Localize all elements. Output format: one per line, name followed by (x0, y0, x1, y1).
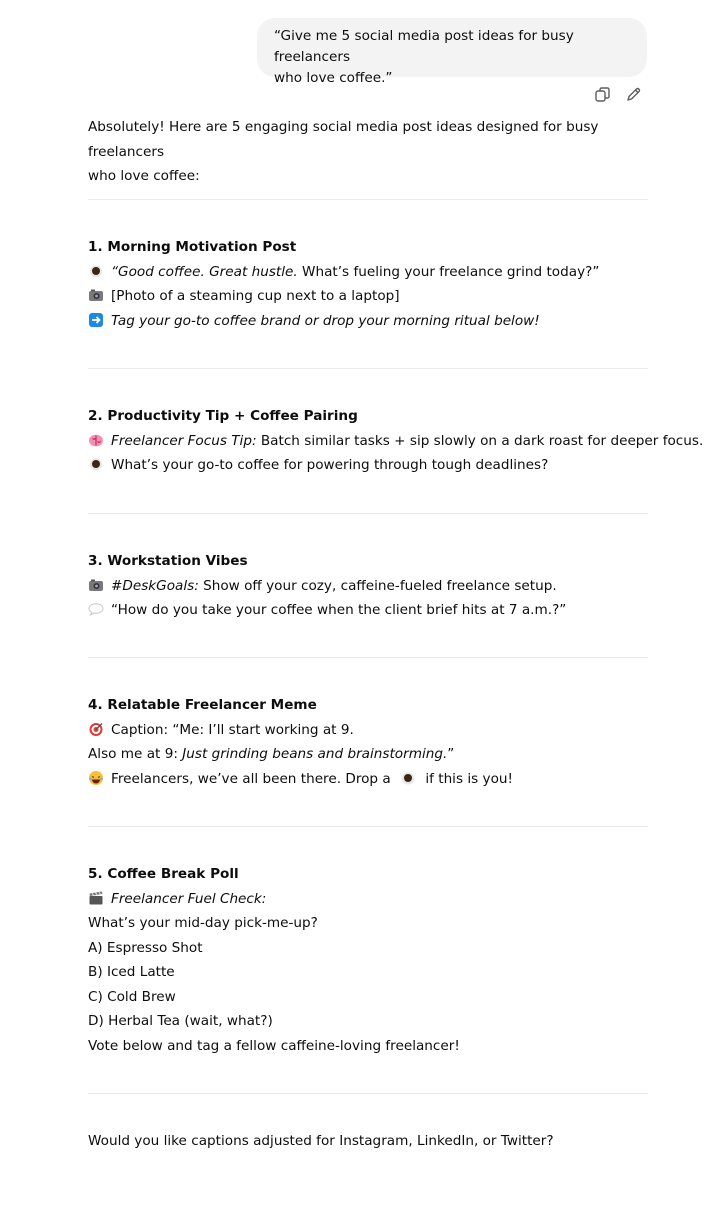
section-line: “Good coffee. Great hustle. What’s fueling your freelance grind today?” (88, 260, 648, 285)
intro-line: who love coffee: (88, 168, 200, 184)
section-line: Caption: “Me: I’ll start working at 9. (88, 718, 648, 743)
post-idea-1 (88, 235, 648, 333)
poll-option: D) Herbal Tea (wait, what?) (88, 1013, 273, 1029)
post-idea-3 (88, 549, 648, 623)
divider (88, 657, 648, 658)
section-line: #DeskGoals: Show off your cozy, caffeine-fueled freelance setup. (88, 574, 648, 599)
post-idea-5 (88, 862, 648, 1058)
section-line: What’s your mid-day pick-me-up? (88, 915, 318, 931)
section-line: [Photo of a steaming cup next to a laptop] (88, 284, 648, 309)
intro-line: Absolutely! Here are 5 engaging social media post ideas designed for busy freelancers (88, 119, 599, 160)
post-idea-4 (88, 693, 648, 794)
poll-option: B) Iced Latte (88, 964, 175, 980)
clapperboard-icon (88, 890, 104, 906)
section-title: 2. Productivity Tip + Coffee Pairing (88, 408, 358, 424)
coffee-icon (88, 263, 104, 279)
divider (88, 368, 648, 369)
user-message-bubble (257, 18, 647, 86)
brain-icon (88, 432, 104, 448)
poll-option: C) Cold Brew (88, 988, 176, 1005)
poll-option: A) Espresso Shot (88, 939, 203, 956)
section-title: 5. Coffee Break Poll (88, 866, 239, 882)
coffee-icon (400, 770, 416, 795)
section-line: Freelancer Fuel Check: (88, 887, 648, 912)
divider (88, 826, 648, 827)
section-line: Freelancers, we’ve all been there. Drop a if this is you! (88, 767, 648, 795)
coffee-icon (88, 456, 104, 472)
section-line: Tag your go-to coffee brand or drop your morning ritual below! (88, 309, 648, 334)
user-message-line: who love coffee.” (274, 70, 393, 86)
right-arrow-icon (88, 312, 104, 328)
camera-icon (88, 577, 104, 593)
assistant-intro (88, 115, 648, 189)
camera-icon (88, 287, 104, 303)
section-line: Also me at 9: Just grinding beans and brainstorming.” (88, 746, 455, 762)
laughing-face-icon (88, 770, 104, 786)
divider (88, 199, 648, 200)
section-line: “How do you take your coffee when the client brief hits at 7 a.m.?” (88, 598, 648, 623)
section-title: 4. Relatable Freelancer Meme (88, 697, 317, 713)
section-title: 1. Morning Motivation Post (88, 239, 297, 255)
post-idea-2 (88, 404, 704, 478)
message-actions (594, 86, 642, 103)
section-title: 3. Workstation Vibes (88, 553, 248, 569)
closing-question: Would you like captions adjusted for Instagram, LinkedIn, or Twitter? (88, 1133, 554, 1149)
divider (88, 513, 648, 514)
section-line: Freelancer Focus Tip: Batch similar tasks + sip slowly on a dark roast for deeper focus. (88, 429, 648, 454)
section-line: Vote below and tag a fellow caffeine-loving freelancer! (88, 1037, 460, 1054)
user-message-line: “Give me 5 social media post ideas for busy freelancers (274, 28, 574, 65)
copy-icon[interactable] (594, 86, 611, 103)
speech-bubble-icon (88, 601, 104, 617)
divider (88, 1093, 648, 1094)
section-line: What’s your go-to coffee for powering through tough deadlines? (88, 453, 648, 478)
target-icon (88, 721, 104, 737)
pencil-icon[interactable] (625, 86, 642, 103)
